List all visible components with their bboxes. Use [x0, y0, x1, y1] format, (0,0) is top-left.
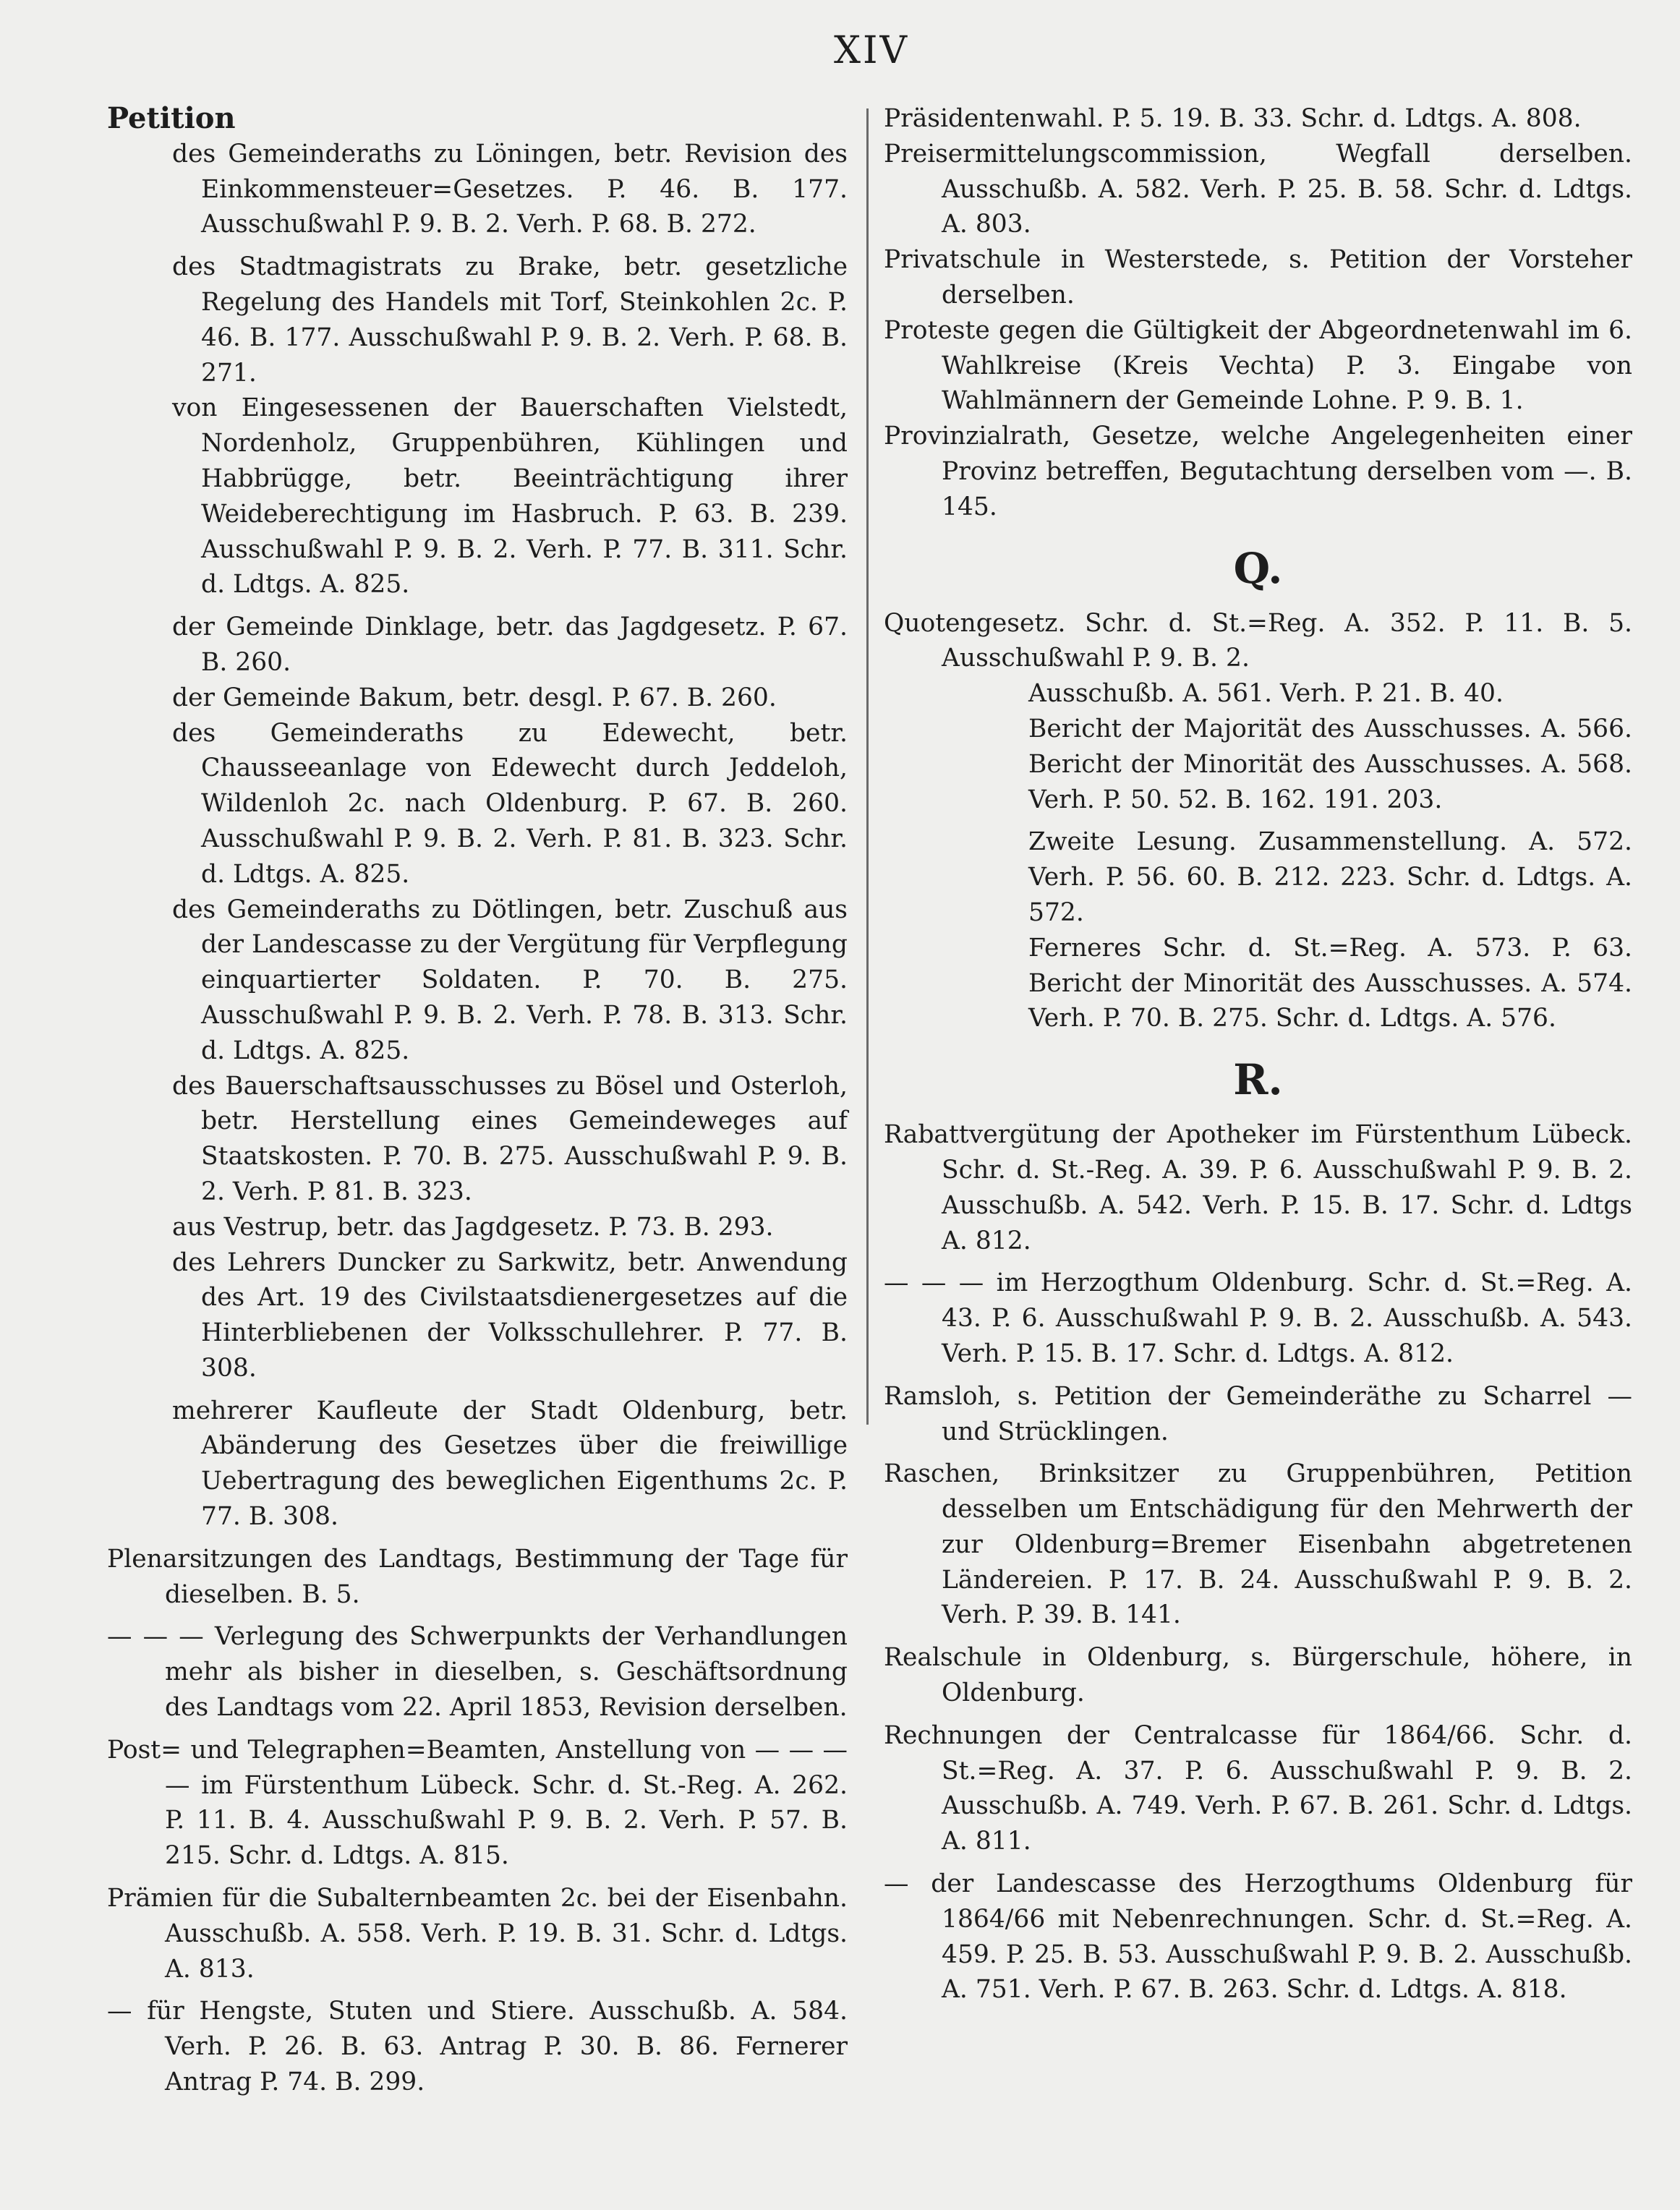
index-sub-entry: Zweite Lesung. Zusammenstellung. A. 572. Verh. P. 56. 60. B. 212. 223. Schr. d. Ldtgs. A. 572. — [1028, 827, 1632, 927]
index-entry: Ramsloh, s. Petition der Gemeinderäthe zu Scharrel — und Strücklingen. — [884, 1381, 1632, 1446]
index-heading-petition: Petition — [107, 101, 236, 135]
index-entry: von Eingesessenen der Bauerschaften Vielstedt, Nordenholz, Gruppenbühren, Kühlingen und Habbrügge, betr. Beeinträchtigung ihrer Weideberechtigung im Hasbruch. P. 63. B. 239. Ausschußwahl P. 9. B. 2. Verh. P. 77. B. 311. Schr. d. Ldtgs. A. 825. — [172, 393, 848, 600]
index-entry: Preisermittelungscommission, Wegfall derselben. Ausschußb. A. 582. Verh. P. 25. B. 58. Schr. d. Ldtgs. A. 803. — [884, 139, 1632, 239]
index-entry: Raschen, Brinksitzer zu Gruppenbühren, Petition desselben um Entschädigung für den Mehrwerth der zur Oldenburg=Bremer Eisenbahn abgetretenen Ländereien. P. 17. B. 24. Ausschußwahl P. 9. B. 2. Verh. P. 39. B. 141. — [884, 1459, 1632, 1630]
index-entry: des Stadtmagistrats zu Brake, betr. gesetzliche Regelung des Handels mit Torf, Steinkohlen 2c. P. 46. B. 177. Ausschußwahl P. 9. B. 2. Verh. P. 68. B. 271. — [172, 252, 848, 388]
index-entry: Quotengesetz. Schr. d. St.=Reg. A. 352. P. 11. B. 5. Ausschußwahl P. 9. B. 2. — [884, 608, 1632, 673]
index-entry: des Bauerschaftsausschusses zu Bösel und Osterloh, betr. Herstellung eines Gemeindeweges auf Staatskosten. P. 70. B. 275. Ausschußwahl P. 9. B. 2. Verh. P. 81. B. 323. — [172, 1071, 848, 1206]
column-divider — [866, 108, 869, 1425]
index-entry: — — — im Herzogthum Oldenburg. Schr. d. St.=Reg. A. 43. P. 6. Ausschußwahl P. 9. B. 2. Ausschußb. A. 543. Verh. P. 15. B. 17. Schr. d. Ldtgs. A. 812. — [884, 1268, 1632, 1368]
index-entry: Prämien für die Subalternbeamten 2c. bei der Eisenbahn. Ausschußb. A. 558. Verh. P. 19. B. 31. Schr. d. Ldtgs. A. 813. — [107, 1884, 848, 1984]
index-entry: Realschule in Oldenburg, s. Bürgerschule, höhere, in Oldenburg. — [884, 1643, 1632, 1708]
index-entry: des Gemeinderaths zu Dötlingen, betr. Zuschuß aus der Landescasse zu der Vergütung für Verpflegung einquartierter Soldaten. P. 70. B. 275. Ausschußwahl P. 9. B. 2. Verh. P. 78. B. 313. Schr. d. Ldtgs. A. 825. — [172, 895, 848, 1065]
index-entry: Proteste gegen die Gültigkeit der Abgeordnetenwahl im 6. Wahlkreise (Kreis Vechta) P. 3. Eingabe von Wahlmännern der Gemeinde Lohne. P. 9. B. 1. — [884, 315, 1632, 416]
section-letter-r: R. — [1233, 1055, 1283, 1105]
index-entry: Privatschule in Westerstede, s. Petition der Vorsteher derselben. — [884, 245, 1632, 310]
index-entry: des Lehrers Duncker zu Sarkwitz, betr. Anwendung des Art. 19 des Civilstaatsdienergesetzes auf die Hinterbliebenen der Volksschullehrer. P. 77. B. 308. — [172, 1247, 848, 1383]
index-entry: mehrerer Kaufleute der Stadt Oldenburg, betr. Abänderung des Gesetzes über die freiwillige Uebertragung des beweglichen Eigenthums 2c. P. 77. B. 308. — [172, 1396, 848, 1532]
index-sub-entry: Bericht der Majorität des Ausschusses. A. 566. Bericht der Minorität des Ausschusses. A. 568. Verh. P. 50. 52. B. 162. 191. 203. — [1028, 714, 1632, 814]
index-entry: aus Vestrup, betr. das Jagdgesetz. P. 73. B. 293. — [172, 1212, 774, 1242]
index-entry: — der Landescasse des Herzogthums Oldenburg für 1864/66 mit Nebenrechnungen. Schr. d. St.=Reg. A. 459. P. 25. B. 53. Ausschußwahl P. 9. B. 2. Ausschußb. A. 751. Verh. P. 67. B. 263. Schr. d. Ldtgs. A. 818. — [884, 1869, 1632, 2005]
section-letter-q: Q. — [1233, 543, 1283, 593]
index-entry: der Gemeinde Bakum, betr. desgl. P. 67. B. 260. — [172, 683, 777, 712]
index-entry: Rechnungen der Centralcasse für 1864/66. Schr. d. St.=Reg. A. 37. P. 6. Ausschußwahl P. 9. B. 2. Ausschußb. A. 749. Verh. P. 67. B. 261. Schr. d. Ldtgs. A. 811. — [884, 1720, 1632, 1856]
index-sub-entry: Ferneres Schr. d. St.=Reg. A. 573. P. 63. Bericht der Minorität des Ausschusses. A. 574. Verh. P. 70. B. 275. Schr. d. Ldtgs. A. 576. — [1028, 933, 1632, 1033]
index-entry: der Gemeinde Dinklage, betr. das Jagdgesetz. P. 67. B. 260. — [172, 613, 848, 677]
page-number: XIV — [833, 29, 910, 72]
index-entry: Präsidentenwahl. P. 5. 19. B. 33. Schr. d. Ldtgs. A. 808. — [884, 104, 1582, 133]
index-entry: Rabattvergütung der Apotheker im Fürstenthum Lübeck. Schr. d. St.-Reg. A. 39. P. 6. Ausschußwahl P. 9. B. 2. Ausschußb. A. 542. Verh. P. 15. B. 17. Schr. d. Ldtgs A. 812. — [884, 1120, 1632, 1255]
index-entry: Provinzialrath, Gesetze, welche Angelegenheiten einer Provinz betreffen, Begutachtung derselben vom —. B. 145. — [884, 422, 1632, 521]
index-entry: Plenarsitzungen des Landtags, Bestimmung der Tage für dieselben. B. 5. — [107, 1544, 848, 1609]
right-column — [884, 101, 1632, 2008]
left-column — [107, 101, 848, 2100]
index-entry: — — — Verlegung des Schwerpunkts der Verhandlungen mehr als bisher in dieselben, s. Geschäftsordnung des Landtags vom 22. April 1853, Revision derselben. — [107, 1622, 848, 1723]
index-entry: des Gemeinderaths zu Edewecht, betr. Chausseeanlage von Edewecht durch Jeddeloh, Wildenloh 2c. nach Oldenburg. P. 67. B. 260. Ausschußwahl P. 9. B. 2. Verh. P. 81. B. 323. Schr. d. Ldtgs. A. 825. — [172, 718, 848, 889]
index-entry: — für Hengste, Stuten und Stiere. Ausschußb. A. 584. Verh. P. 26. B. 63. Antrag P. 30. B. 86. Fernerer Antrag P. 74. B. 299. — [107, 1997, 848, 2097]
index-sub-entry: Ausschußb. A. 561. Verh. P. 21. B. 40. — [1028, 679, 1504, 709]
index-entry: des Gemeinderaths zu Löningen, betr. Revision des Einkommensteuer=Gesetzes. P. 46. B. 177. Ausschußwahl P. 9. B. 2. Verh. P. 68. B. 272. — [172, 139, 848, 239]
index-entry: Post= und Telegraphen=Beamten, Anstellung von — — — — im Fürstenthum Lübeck. Schr. d. St.-Reg. A. 262. P. 11. B. 4. Ausschußwahl P. 9. B. 2. Verh. P. 57. B. 215. Schr. d. Ldtgs. A. 815. — [107, 1735, 848, 1871]
